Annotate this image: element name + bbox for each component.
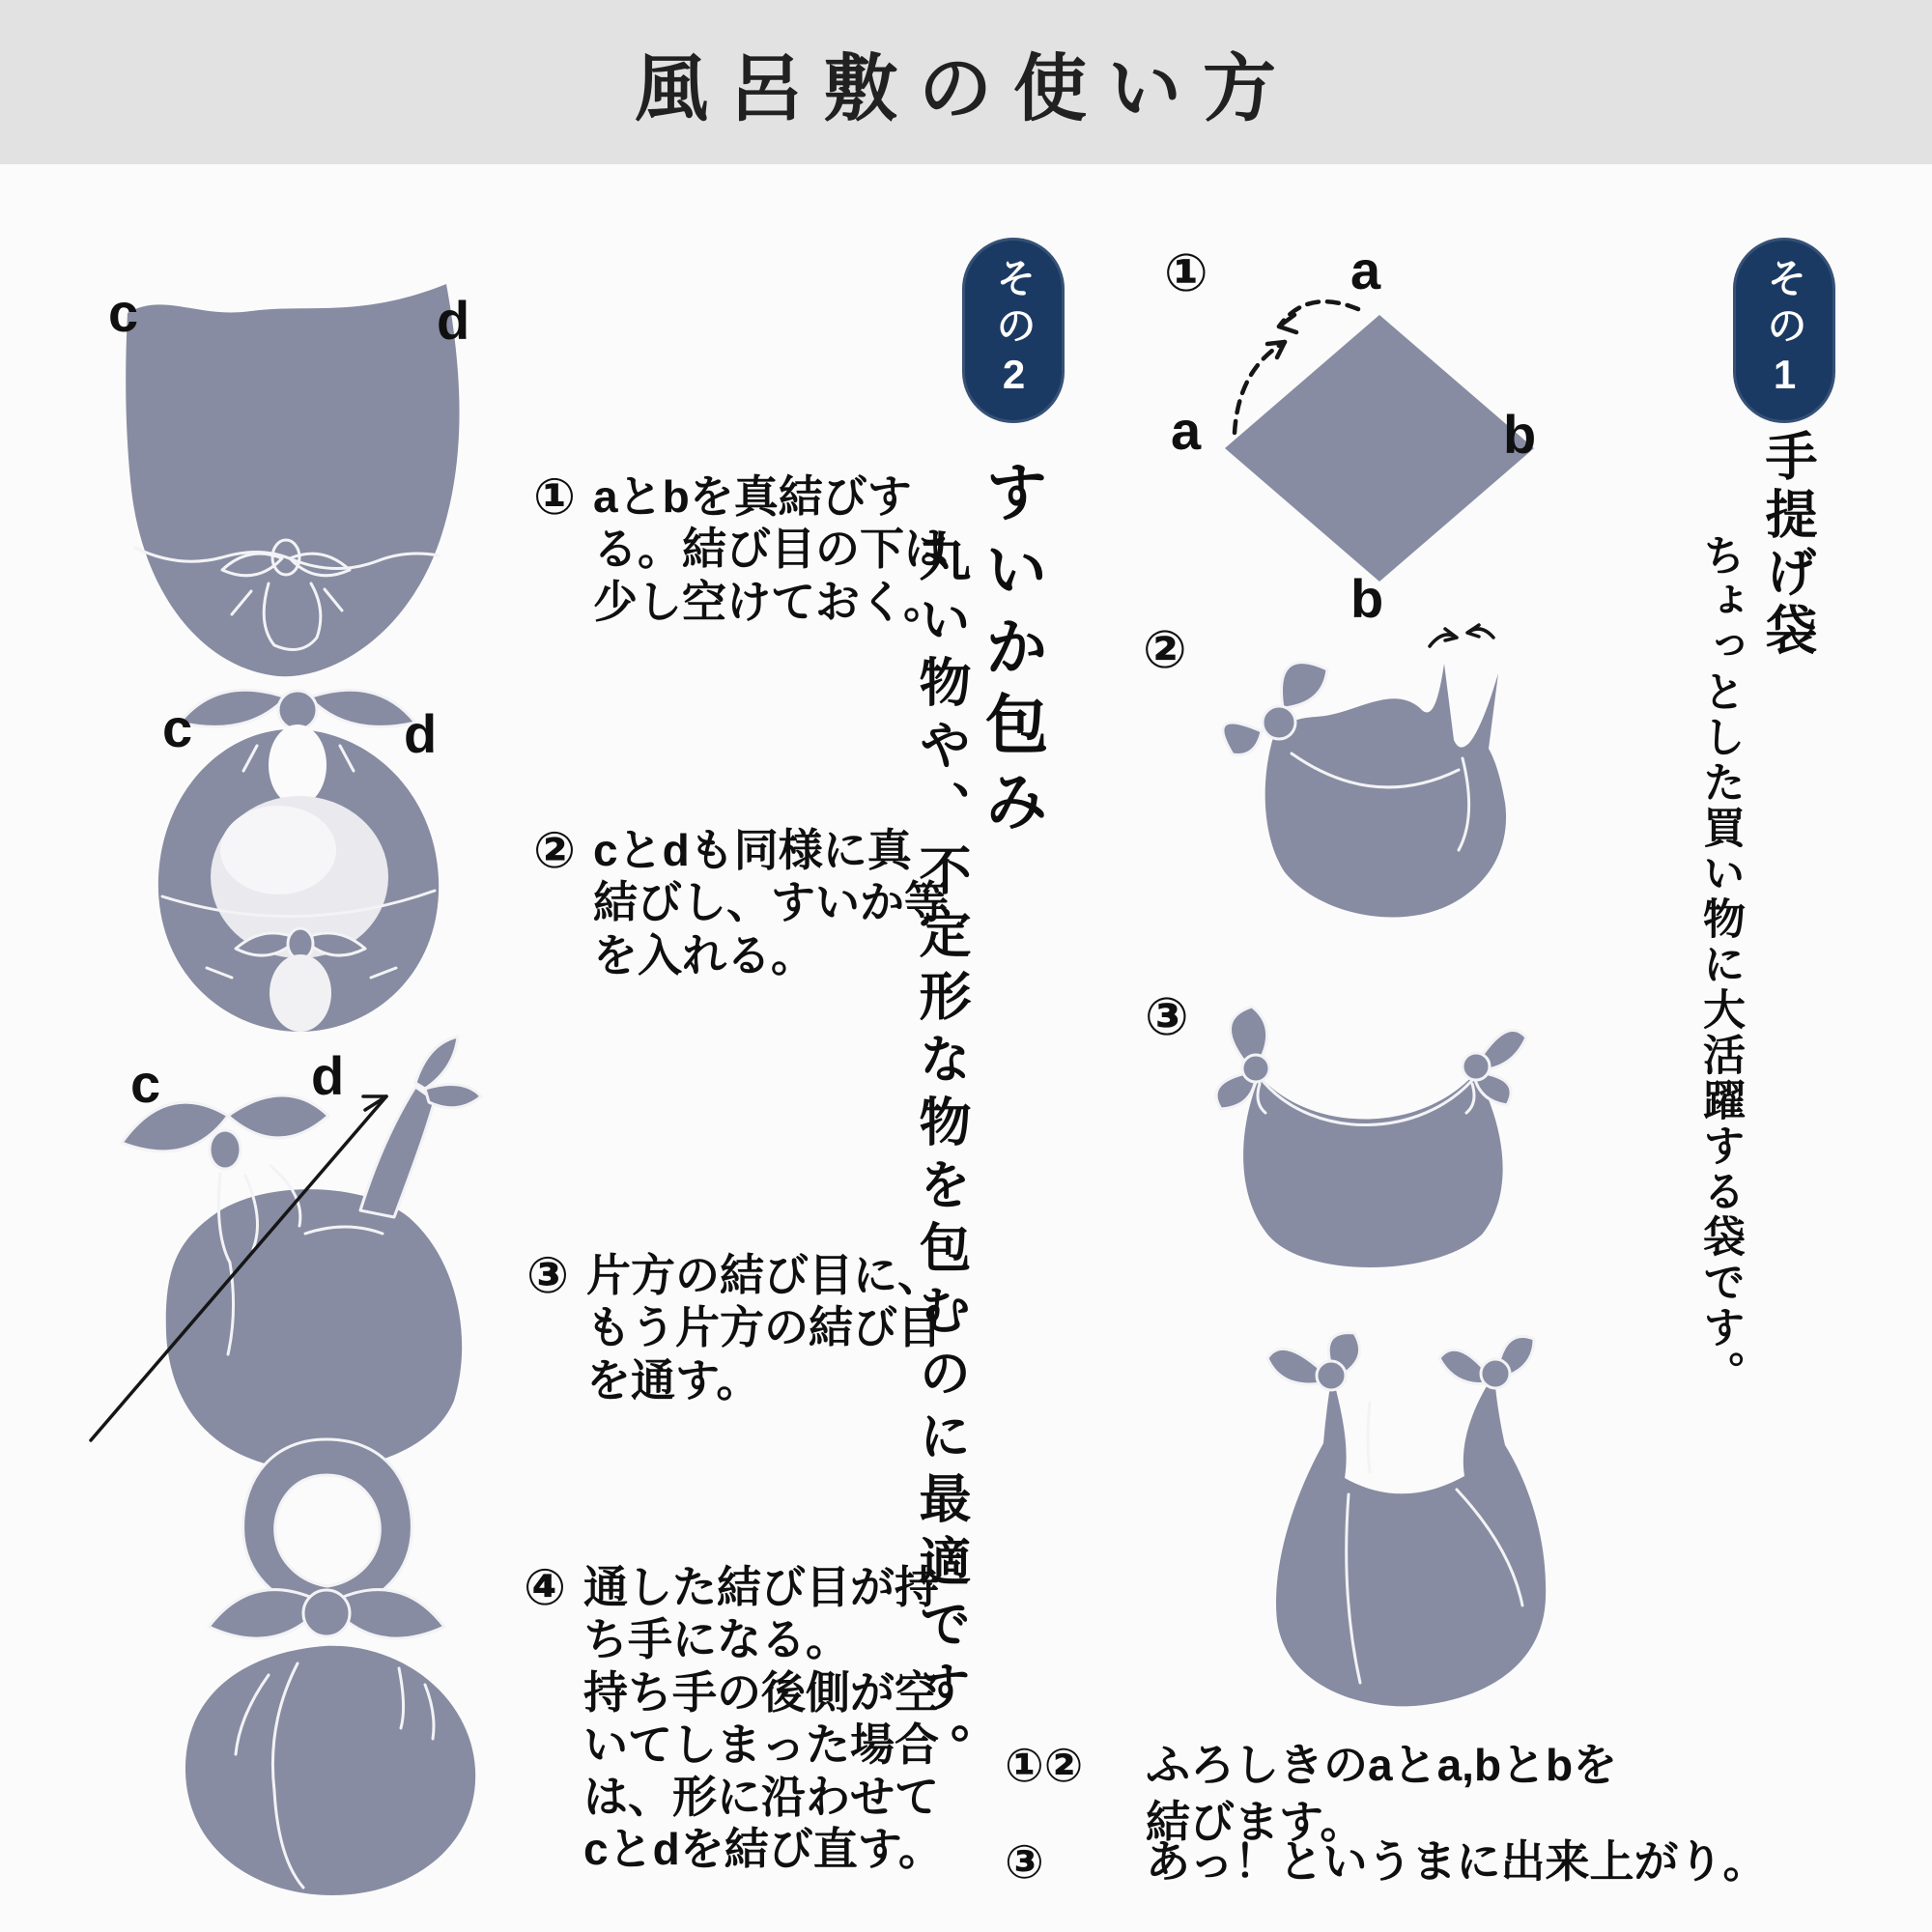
m1-step1-number: ①	[1164, 244, 1208, 302]
step2-number: ②	[533, 823, 577, 879]
corner-label-c-step1: c	[108, 282, 139, 343]
note2-lines: あっ！というまに出来上がり。	[1146, 1836, 1768, 1887]
corner-label-c-step2: c	[162, 697, 193, 758]
step3-text	[526, 1249, 942, 1406]
step3-number: ③	[526, 1248, 570, 1304]
corner-label-a-top: a	[1350, 240, 1381, 300]
badge-method2-label: その2	[991, 257, 1037, 404]
corner-label-b-right: b	[1503, 404, 1537, 465]
method2-description: 丸い物や、不定形な物を包むのに最適です。	[912, 529, 970, 1785]
illustration-step1-tied-bowl	[106, 263, 483, 688]
step2-lines: cとdも同様に真 結びし、すいか等 を入れる。	[593, 825, 950, 980]
page-title: 風呂敷の使い方	[635, 47, 1297, 130]
step4-text	[524, 1561, 943, 1876]
step3-lines: 片方の結び目に、 もう片方の結び目 を通す。	[586, 1250, 943, 1406]
corner-label-d-step3: d	[311, 1045, 345, 1106]
corner-label-c-step3: c	[130, 1053, 161, 1114]
note2-number: ③	[1005, 1837, 1044, 1889]
step4-number: ④	[524, 1560, 567, 1616]
illustration-m1-step2-half-tied	[1200, 623, 1519, 942]
method2-heading: すいか包み	[976, 459, 1047, 845]
method1-description: ちょっとした買い物に大活躍する袋です。	[1696, 533, 1744, 1396]
illustration-step4-handle-bag	[153, 1422, 500, 1905]
note1-lines: ふろしきのaとa,bとbを 結びます。	[1146, 1740, 1618, 1847]
corner-label-a-left: a	[1171, 400, 1202, 461]
method1-heading: 手提げ袋	[1758, 429, 1816, 661]
step4-lines: 通した結び目が持 ち手になる。 持ち手の後側が空 いてしまった場合 は、形に沿わせて cとdを結び直す。	[583, 1562, 944, 1875]
badge-method1-label: その1	[1762, 257, 1807, 404]
illustration-m1-finished-bag	[1225, 1325, 1573, 1712]
note-step-3	[1005, 1833, 1768, 1892]
step1-number: ①	[533, 469, 577, 526]
corner-label-d-step2: d	[404, 703, 438, 764]
m1-step3-number: ③	[1145, 988, 1189, 1046]
badge-method2	[962, 238, 1065, 423]
corner-label-d-step1: d	[437, 290, 470, 351]
title-banner	[0, 0, 1932, 164]
step1-text	[533, 470, 949, 628]
illustration-m1-step3-two-knots	[1200, 987, 1528, 1277]
corner-label-b-bottom: b	[1350, 568, 1384, 629]
badge-method1	[1733, 238, 1835, 423]
illustration-m1-step1-diamond	[1213, 288, 1542, 587]
note1-numbers: ①②	[1005, 1741, 1084, 1792]
m1-step2-number: ②	[1143, 621, 1187, 679]
step2-text	[533, 824, 949, 981]
step1-lines: aとbを真結びす る。結び目の下は 少し空けておく。	[593, 471, 950, 627]
